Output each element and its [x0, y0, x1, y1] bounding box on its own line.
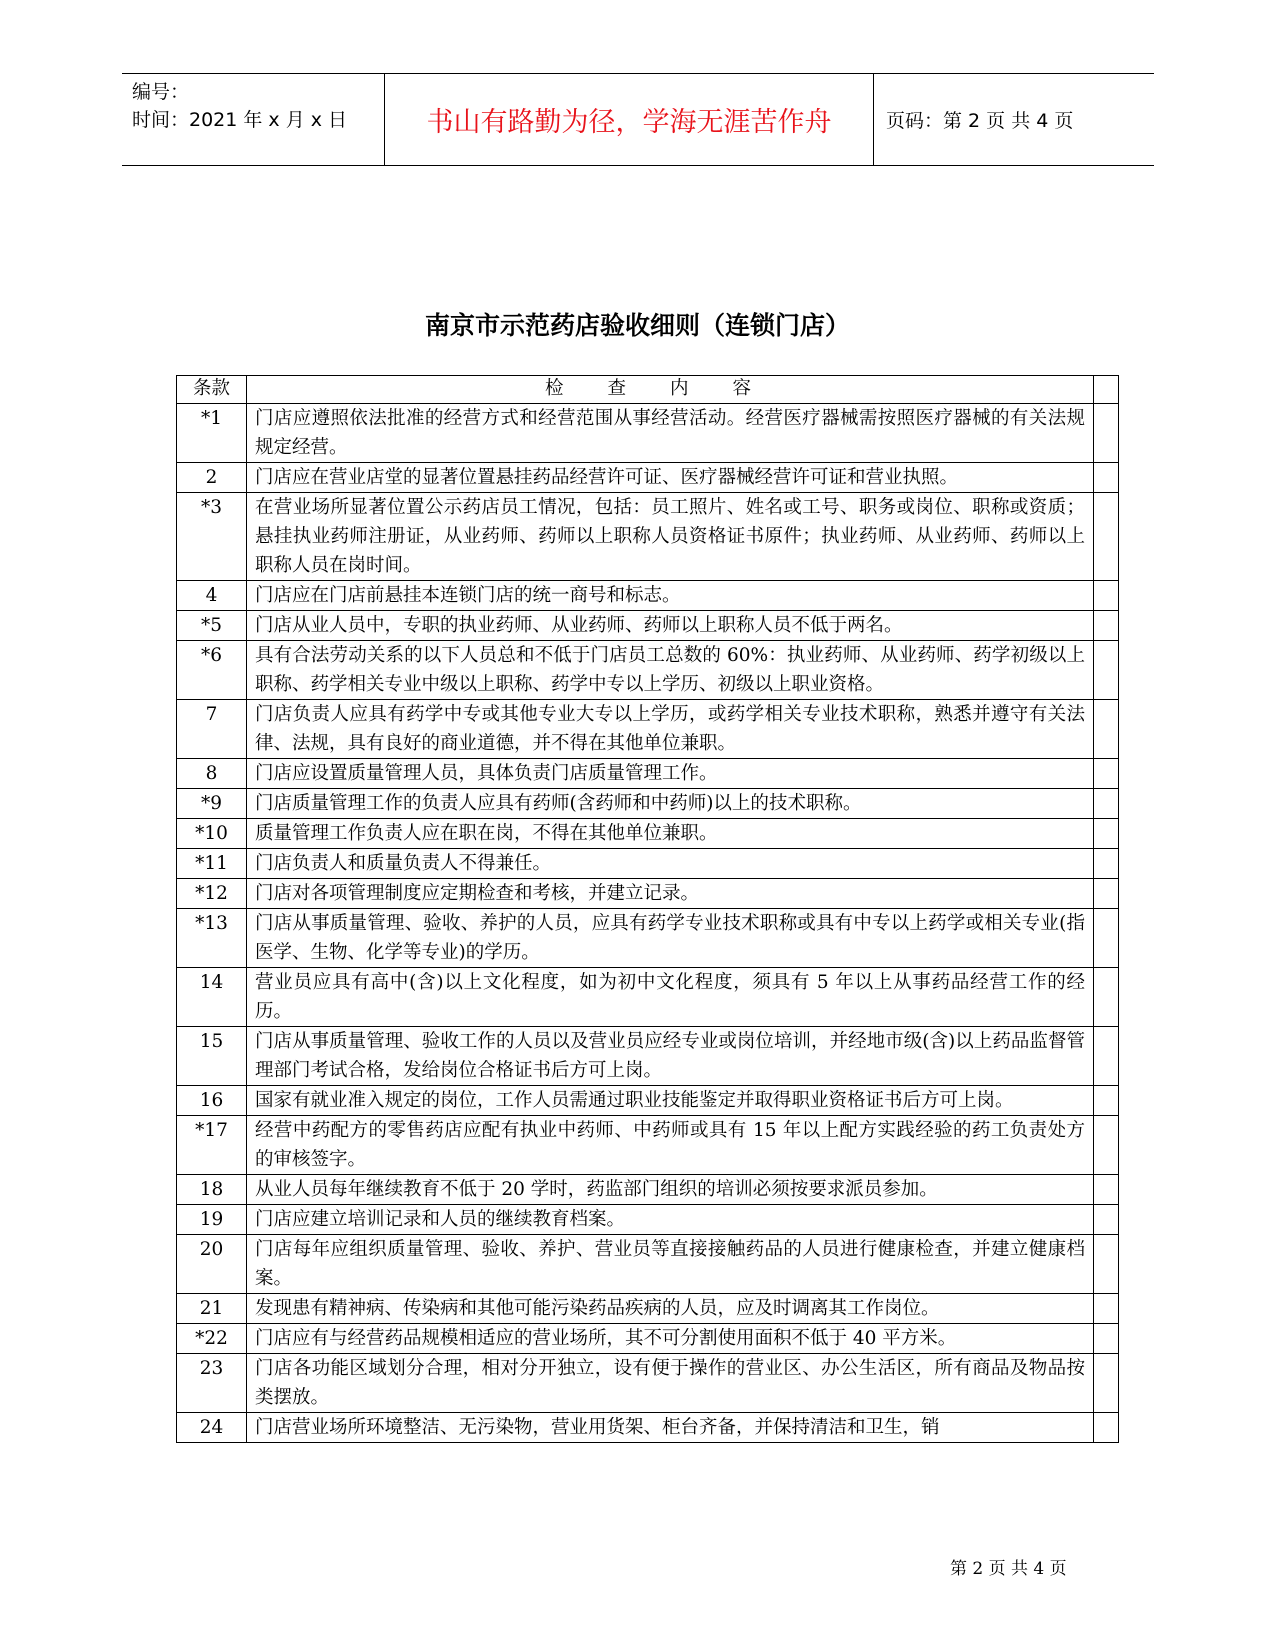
clause-extra-cell [1094, 1324, 1119, 1354]
clause-content: 门店负责人和质量负责人不得兼任。 [247, 849, 1094, 879]
clause-content: 门店应遵照依法批准的经营方式和经营范围从事经营活动。经营医疗器械需按照医疗器械的有关法规规定经营。 [247, 404, 1094, 463]
clause-extra-cell [1094, 849, 1119, 879]
clause-extra-cell [1094, 1086, 1119, 1116]
table-row [177, 1027, 1119, 1086]
inspection-table [176, 375, 1119, 1443]
table-row [177, 879, 1119, 909]
clause-content: 门店应在营业店堂的显著位置悬挂药品经营许可证、医疗器械经营许可证和营业执照。 [247, 463, 1094, 493]
clause-extra-cell [1094, 759, 1119, 789]
clause-number: 20 [177, 1235, 247, 1294]
clause-extra-cell [1094, 1354, 1119, 1413]
column-header-clause: 条款 [177, 376, 247, 404]
clause-number: *11 [177, 849, 247, 879]
clause-extra-cell [1094, 819, 1119, 849]
clause-content: 门店应有与经营药品规模相适应的营业场所，其不可分割使用面积不低于 40 平方米。 [247, 1324, 1094, 1354]
clause-number: 23 [177, 1354, 247, 1413]
table-row [177, 909, 1119, 968]
column-header-extra [1094, 376, 1119, 404]
clause-number: 19 [177, 1205, 247, 1235]
clause-number: 15 [177, 1027, 247, 1086]
clause-extra-cell [1094, 1205, 1119, 1235]
clause-content: 门店应在门店前悬挂本连锁门店的统一商号和标志。 [247, 581, 1094, 611]
table-row [177, 819, 1119, 849]
clause-number: 2 [177, 463, 247, 493]
clause-number: *1 [177, 404, 247, 463]
clause-extra-cell [1094, 611, 1119, 641]
clause-extra-cell [1094, 641, 1119, 700]
clause-content: 门店从业人员中，专职的执业药师、从业药师、药师以上职称人员不低于两名。 [247, 611, 1094, 641]
clause-content: 门店负责人应具有药学中专或其他专业大专以上学历，或药学相关专业技术职称，熟悉并遵守有关法律、法规，具有良好的商业道德，并不得在其他单位兼职。 [247, 700, 1094, 759]
clause-extra-cell [1094, 1235, 1119, 1294]
clause-extra-cell [1094, 581, 1119, 611]
clause-extra-cell [1094, 493, 1119, 581]
clause-content: 在营业场所显著位置公示药店员工情况，包括：员工照片、姓名或工号、职务或岗位、职称或资质；悬挂执业药师注册证，从业药师、药师以上职称人员资格证书原件；执业药师、从业药师、药师以上职称人员在岗时间。 [247, 493, 1094, 581]
page-footer: 第 2 页 共 4 页 [950, 1559, 1067, 1579]
table-row [177, 1413, 1119, 1443]
number-label: 编号： [132, 81, 190, 103]
clause-number: *12 [177, 879, 247, 909]
table-row [177, 1086, 1119, 1116]
table-row [177, 1175, 1119, 1205]
clause-content: 门店各功能区域划分合理，相对分开独立，设有便于操作的营业区、办公生活区，所有商品及物品按类摆放。 [247, 1354, 1094, 1413]
page-title: 南京市示范药店验收细则（连锁门店） [424, 311, 850, 340]
table-row [177, 1324, 1119, 1354]
clause-extra-cell [1094, 1116, 1119, 1175]
clause-content: 门店每年应组织质量管理、验收、养护、营业员等直接接触药品的人员进行健康检查，并建立健康档案。 [247, 1235, 1094, 1294]
clause-extra-cell [1094, 700, 1119, 759]
clause-content: 具有合法劳动关系的以下人员总和不低于门店员工总数的 60%：执业药师、从业药师、药学初级以上职称、药学相关专业中级以上职称、药学中专以上学历、初级以上职业资格。 [247, 641, 1094, 700]
table-row [177, 404, 1119, 463]
table-row [177, 849, 1119, 879]
clause-number: *3 [177, 493, 247, 581]
table-row [177, 968, 1119, 1027]
clause-extra-cell [1094, 1027, 1119, 1086]
clause-number: 8 [177, 759, 247, 789]
clause-extra-cell [1094, 1175, 1119, 1205]
clause-number: 7 [177, 700, 247, 759]
table-row [177, 493, 1119, 581]
clause-extra-cell [1094, 968, 1119, 1027]
table-row [177, 463, 1119, 493]
table-row [177, 759, 1119, 789]
clause-number: 18 [177, 1175, 247, 1205]
clause-content: 门店从事质量管理、验收、养护的人员，应具有药学专业技术职称或具有中专以上药学或相关专业(指医学、生物、化学等专业)的学历。 [247, 909, 1094, 968]
table-header-row [177, 376, 1119, 404]
clause-content: 门店对各项管理制度应定期检查和考核，并建立记录。 [247, 879, 1094, 909]
clause-content: 质量管理工作负责人应在职在岗，不得在其他单位兼职。 [247, 819, 1094, 849]
clause-extra-cell [1094, 879, 1119, 909]
page-header [122, 73, 1154, 166]
table-row [177, 1294, 1119, 1324]
clause-content: 国家有就业准入规定的岗位，工作人员需通过职业技能鉴定并取得职业资格证书后方可上岗。 [247, 1086, 1094, 1116]
clause-content: 发现患有精神病、传染病和其他可能污染药品疾病的人员，应及时调离其工作岗位。 [247, 1294, 1094, 1324]
clause-extra-cell [1094, 463, 1119, 493]
time-label: 时间：2021 年 x 月 x 日 [132, 109, 348, 131]
clause-number: *17 [177, 1116, 247, 1175]
clause-extra-cell [1094, 789, 1119, 819]
column-header-content: 检查内容 [247, 376, 1094, 404]
clause-content: 门店营业场所环境整洁、无污染物，营业用货架、柜台齐备，并保持清洁和卫生，销 [247, 1413, 1094, 1443]
clause-number: 4 [177, 581, 247, 611]
table-row [177, 789, 1119, 819]
table-row [177, 611, 1119, 641]
clause-number: 16 [177, 1086, 247, 1116]
clause-number: 14 [177, 968, 247, 1027]
clause-extra-cell [1094, 909, 1119, 968]
table-row [177, 700, 1119, 759]
clause-number: *9 [177, 789, 247, 819]
table-row [177, 641, 1119, 700]
clause-number: 24 [177, 1413, 247, 1443]
clause-content: 经营中药配方的零售药店应配有执业中药师、中药师或具有 15 年以上配方实践经验的药工负责处方的审核签字。 [247, 1116, 1094, 1175]
clause-number: *22 [177, 1324, 247, 1354]
header-info [122, 74, 384, 165]
clause-number: *13 [177, 909, 247, 968]
clause-content: 从业人员每年继续教育不低于 20 学时，药监部门组织的培训必须按要求派员参加。 [247, 1175, 1094, 1205]
clause-number: *5 [177, 611, 247, 641]
clause-content: 门店从事质量管理、验收工作的人员以及营业员应经专业或岗位培训，并经地市级(含)以上药品监督管理部门考试合格，发给岗位合格证书后方可上岗。 [247, 1027, 1094, 1086]
clause-content: 门店应建立培训记录和人员的继续教育档案。 [247, 1205, 1094, 1235]
table-row [177, 1354, 1119, 1413]
clause-number: 21 [177, 1294, 247, 1324]
clause-content: 营业员应具有高中(含)以上文化程度，如为初中文化程度，须具有 5 年以上从事药品经营工作的经历。 [247, 968, 1094, 1027]
table-row [177, 1205, 1119, 1235]
clause-content: 门店质量管理工作的负责人应具有药师(含药师和中药师)以上的技术职称。 [247, 789, 1094, 819]
table-row [177, 1116, 1119, 1175]
header-page-label: 页码：第 2 页 共 4 页 [886, 110, 1074, 132]
clause-extra-cell [1094, 1294, 1119, 1324]
clause-content: 门店应设置质量管理人员，具体负责门店质量管理工作。 [247, 759, 1094, 789]
table-body [177, 404, 1119, 1443]
clause-extra-cell [1094, 404, 1119, 463]
clause-number: *6 [177, 641, 247, 700]
table-row [177, 1235, 1119, 1294]
table-row [177, 581, 1119, 611]
header-motto: 书山有路勤为径，学海无涯苦作舟 [384, 74, 874, 165]
clause-extra-cell [1094, 1413, 1119, 1443]
clause-number: *10 [177, 819, 247, 849]
